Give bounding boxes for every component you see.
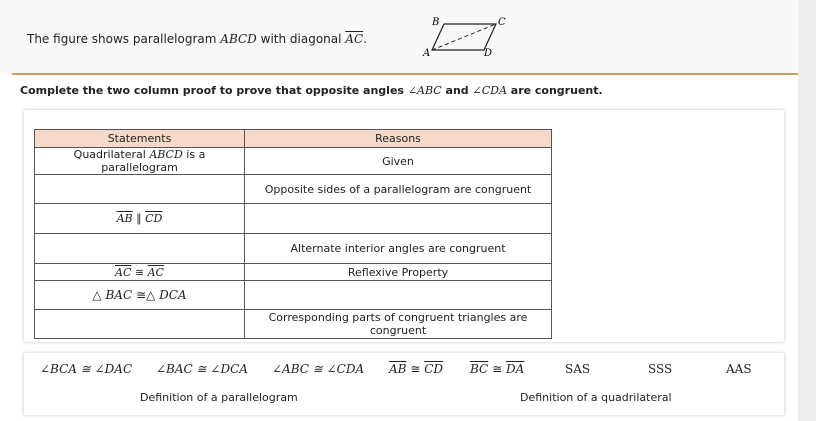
section-divider [12, 73, 798, 75]
table-row [35, 234, 552, 264]
statement-1-shape: ABCD [149, 148, 183, 161]
vertex-label-b: B [432, 17, 440, 28]
table-header-row [35, 130, 552, 148]
triangle-symbol-icon: △ [92, 288, 102, 302]
answer-tile-sas[interactable]: SAS [565, 362, 591, 376]
scrollbar-track[interactable] [798, 0, 816, 421]
table-row [35, 175, 552, 204]
statement-1-prefix: Quadrilateral [73, 148, 146, 161]
statements-header: Statements [35, 130, 245, 148]
statement-drop-slot-7[interactable] [35, 310, 245, 339]
reason-drop-slot-3[interactable] [245, 204, 552, 234]
intro-prefix: The figure shows parallelogram [27, 32, 217, 46]
instruction-and: and [445, 84, 469, 97]
tile-seg-cd: $\overline{CD}$ [424, 362, 444, 376]
statement-drop-slot-4[interactable] [35, 234, 245, 264]
statement-5-seg2: $\overline{AC}$ [147, 265, 164, 279]
intro-text [27, 32, 367, 46]
statement-3-seg2: $\overline{CD}$ [145, 212, 163, 225]
statement-6-name1: BAC [105, 288, 133, 302]
instruction-suffix: are congruent. [510, 84, 603, 97]
statement-5-seg1: $\overline{AC}$ [115, 265, 132, 279]
reason-cell-7: Corresponding parts of congruent triangles are congruent [245, 310, 552, 339]
triangle-symbol-icon: △ [146, 288, 156, 302]
vertex-label-a: A [423, 48, 431, 59]
table-row [35, 281, 552, 310]
proof-table [34, 129, 552, 339]
statement-cell-3 [35, 204, 245, 234]
answer-tile-def-parallelogram[interactable]: Definition of a parallelogram [140, 391, 298, 404]
tile-congruent-symbol: ≅ [410, 362, 421, 376]
reason-cell-5: Reflexive Property [245, 264, 552, 281]
tile-seg-bc: $\overline{BC}$ [470, 362, 489, 376]
answer-tile-angle-bca-dac[interactable]: ∠BCA ≅ ∠DAC [40, 362, 133, 376]
reason-drop-slot-6[interactable] [245, 281, 552, 310]
answer-tile-ab-cd[interactable] [389, 362, 443, 376]
table-row [35, 204, 552, 234]
intro-suffix: . [363, 32, 367, 46]
statement-cell-1 [35, 148, 245, 175]
instruction-prefix: Complete the two column proof to prove that opposite angles [20, 84, 404, 97]
answer-tile-sss[interactable]: SSS [648, 362, 673, 376]
statement-drop-slot-2[interactable] [35, 175, 245, 204]
tile-congruent-symbol: ≅ [492, 362, 503, 376]
statement-6-name2: DCA [159, 288, 187, 302]
intro-shape-name: ABCD [220, 32, 257, 46]
instruction-text [20, 84, 603, 97]
statement-5-relation: ≅ [134, 265, 145, 279]
table-row [35, 148, 552, 175]
instruction-angle1: ∠ABC [407, 84, 442, 97]
vertex-label-c: C [498, 17, 506, 28]
statement-cell-5 [35, 264, 245, 281]
answer-tile-bc-da[interactable] [470, 362, 524, 376]
statement-1-suffix: is a parallelogram [101, 148, 206, 174]
table-row [35, 264, 552, 281]
vertex-label-d: D [484, 48, 493, 59]
statement-6-relation: ≅ [135, 288, 147, 302]
reason-cell-4: Alternate interior angles are congruent [245, 234, 552, 264]
instruction-angle2: ∠CDA [472, 84, 507, 97]
reason-cell-1: Given [245, 148, 552, 175]
answer-tile-def-quadrilateral[interactable]: Definition of a quadrilateral [520, 391, 672, 404]
statement-3-relation: ∥ [136, 212, 142, 225]
answer-tile-angle-bac-dca[interactable]: ∠BAC ≅ ∠DCA [156, 362, 248, 376]
intro-diagonal: $\overline{AC}$ [345, 32, 364, 46]
answer-tile-angle-abc-cda[interactable]: ∠ABC ≅ ∠CDA [272, 362, 365, 376]
statement-cell-6 [35, 281, 245, 310]
statement-3-seg1: $\overline{AB}$ [116, 212, 133, 225]
intro-middle: with diagonal [260, 32, 342, 46]
tile-seg-da: $\overline{DA}$ [505, 362, 525, 376]
table-row [35, 310, 552, 339]
parallelogram-figure [418, 14, 518, 60]
answer-tile-aas[interactable]: AAS [726, 362, 752, 376]
reason-cell-2: Opposite sides of a parallelogram are congruent [245, 175, 552, 204]
tile-seg-ab: $\overline{AB}$ [389, 362, 407, 376]
reasons-header: Reasons [245, 130, 552, 148]
